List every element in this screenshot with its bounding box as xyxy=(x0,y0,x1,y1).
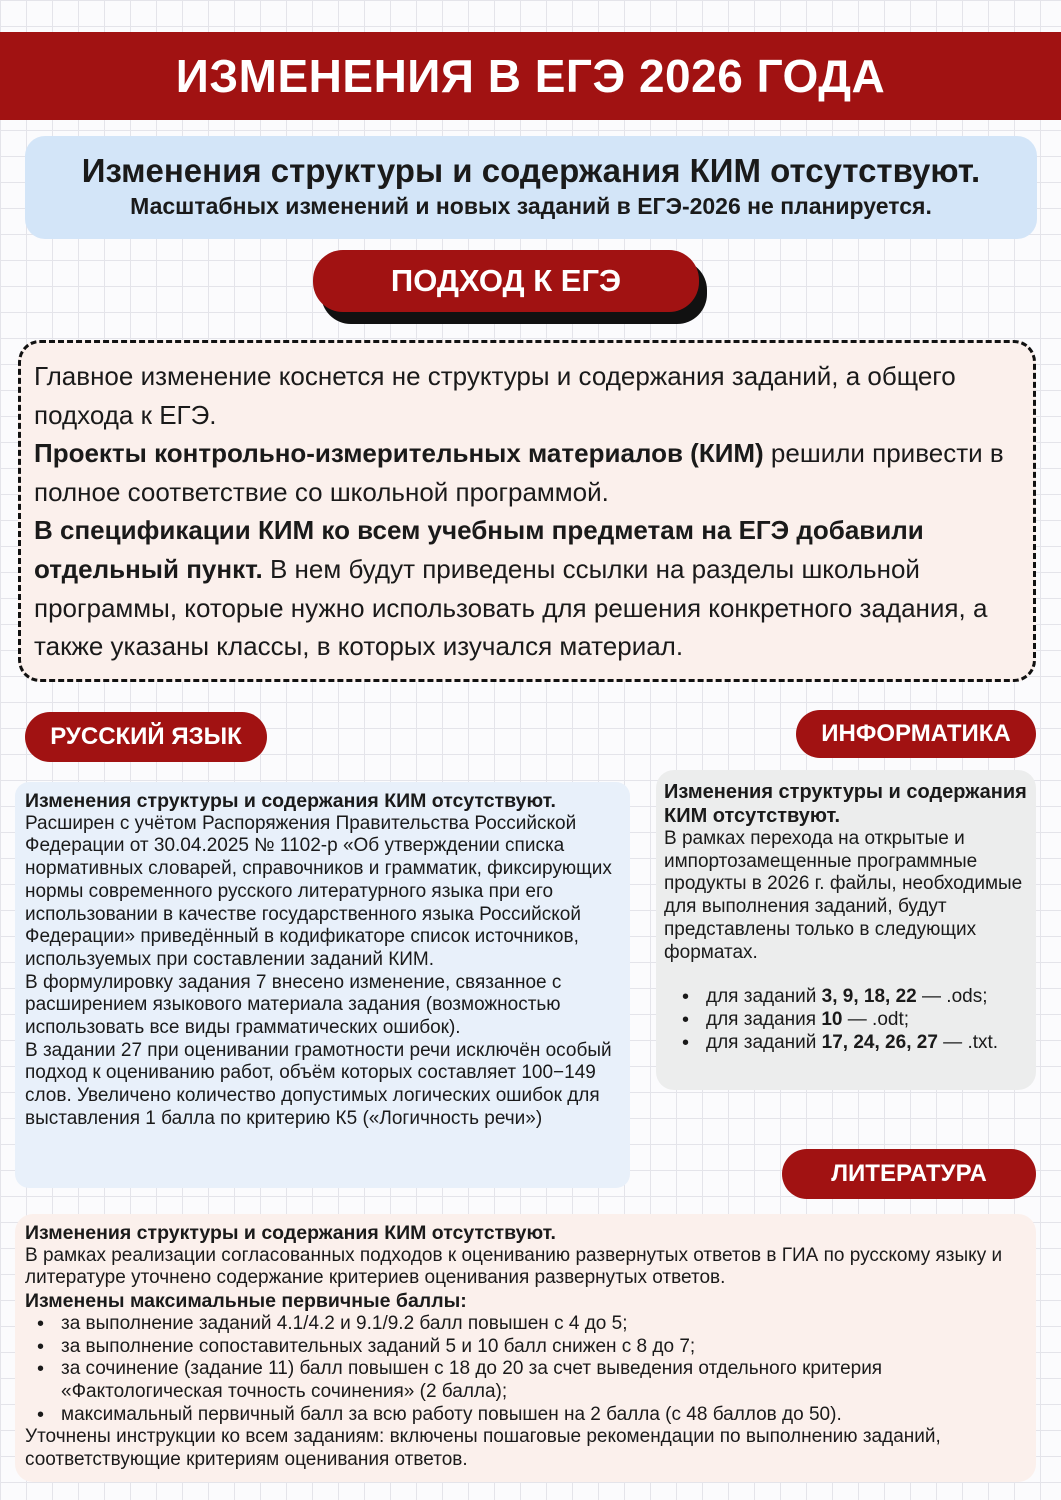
informatics-card xyxy=(656,770,1036,1090)
approach-paragraph-2 xyxy=(34,434,1023,511)
approach-paragraph-3-bold: В спецификации КИМ ко всем учебным предметам на ЕГЭ добавили отдельный пункт. xyxy=(34,515,924,584)
summary-box xyxy=(25,136,1037,239)
literature-paragraph-2: Уточнены инструкции ко всем заданиям: включены пошаговые рекомендации по выполнению заданий, соответствующие критериям оценивания ответов. xyxy=(25,1426,941,1471)
list-item: • максимальный первичный балл за всю работу повышен на 2 балла (с 48 баллов до 50). xyxy=(61,1404,1036,1427)
approach-title: ПОДХОД К ЕГЭ xyxy=(313,250,699,312)
literature-subheading: Изменены максимальные первичные баллы: xyxy=(25,1290,467,1313)
literature-heading: Изменения структуры и содержания КИМ отсутствуют. xyxy=(25,1222,556,1244)
russian-paragraph-3: В задании 27 при оценивании грамотности речи исключён особый подход к оцениванию работ, объём которых составляет 100−149 слов. Увеличено количество допустимых логических ошибок для выставления 1 балла по критерию К5 («Логичность речи») xyxy=(25,1039,612,1129)
approach-paragraph-3 xyxy=(34,511,1023,665)
list-item: • для задания 10 — .odt; xyxy=(706,1009,1028,1032)
russian-paragraph-1: Расширен с учётом Распоряжения Правительства Российской Федерации от 30.04.2025 № 1102-р «Об утверждении списка нормативных словарей, справочников и грамматик, фиксирующих нормы современного русского литературного языка при его использовании в качестве государственного языка Российской Федерации» приведённый в кодификаторе список источников, используемых при составлении заданий КИМ. xyxy=(25,812,612,970)
page-title: ИЗМЕНЕНИЯ В ЕГЭ 2026 ГОДА xyxy=(175,50,886,102)
literature-score-list xyxy=(25,1313,1036,1427)
literature-paragraph-1: В рамках реализации согласованных подходов к оцениванию развернутых ответов в ГИА по русскому языку и литературе уточнено содержание критериев оценивания развернутых ответов. xyxy=(25,1244,1003,1289)
informatics-section-title: ИНФОРМАТИКА xyxy=(796,710,1036,758)
informatics-heading: Изменения структуры и содержания КИМ отсутствуют. xyxy=(664,781,1027,827)
literature-section-title: ЛИТЕРАТУРА xyxy=(782,1149,1036,1199)
russian-paragraph-2: В формулировку задания 7 внесено изменение, связанное с расширением языкового материала задания (возможностью использовать все виды грамматических ошибок). xyxy=(25,971,562,1039)
informatics-format-list xyxy=(664,986,1028,1054)
russian-section-title: РУССКИЙ ЯЗЫК xyxy=(25,712,267,762)
approach-box xyxy=(18,340,1036,682)
summary-headline: Изменения структуры и содержания КИМ отсутствуют. xyxy=(81,152,981,189)
informatics-paragraph: В рамках перехода на открытые и импортозамещенные программные продукты в 2026 г. файлы, необходимые для выполнения заданий, будут представлены только в следующих форматах. xyxy=(664,828,1023,963)
approach-paragraph-1: Главное изменение коснется не структуры и содержания заданий, а общего подхода к ЕГЭ. xyxy=(34,361,956,430)
list-item: • за сочинение (задание 11) балл повышен с 18 до 20 за счет выведения отдельного критерия «Фактологическая точность сочинения» (2 балла); xyxy=(61,1358,1036,1403)
list-item: • для заданий 17, 24, 26, 27 — .txt. xyxy=(706,1032,1028,1055)
list-item: • за выполнение сопоставительных заданий 5 и 10 балл снижен с 8 до 7; xyxy=(61,1336,1036,1359)
approach-paragraph-3-text: В нем будут приведены ссылки на разделы школьной программы, которые нужно использовать для решения конкретного задания, а также указаны классы, в которых изучался материал. xyxy=(34,553,988,662)
literature-card xyxy=(15,1214,1036,1482)
russian-heading: Изменения структуры и содержания КИМ отсутствуют. xyxy=(25,790,556,812)
russian-card xyxy=(15,782,630,1188)
list-item: • за выполнение заданий 4.1/4.2 и 9.1/9.2 балл повышен с 4 до 5; xyxy=(61,1313,1036,1336)
approach-paragraph-2-text: решили привести в полное соответствие со школьной программой. xyxy=(34,438,1004,507)
approach-paragraph-2-bold: Проекты контрольно-измерительных материалов (КИМ) xyxy=(34,438,764,469)
summary-subline: Масштабных изменений и новых заданий в ЕГЭ-2026 не планируется. xyxy=(130,193,932,219)
header-banner xyxy=(0,32,1061,120)
list-item: • для заданий 3, 9, 18, 22 — .ods; xyxy=(706,986,1028,1009)
